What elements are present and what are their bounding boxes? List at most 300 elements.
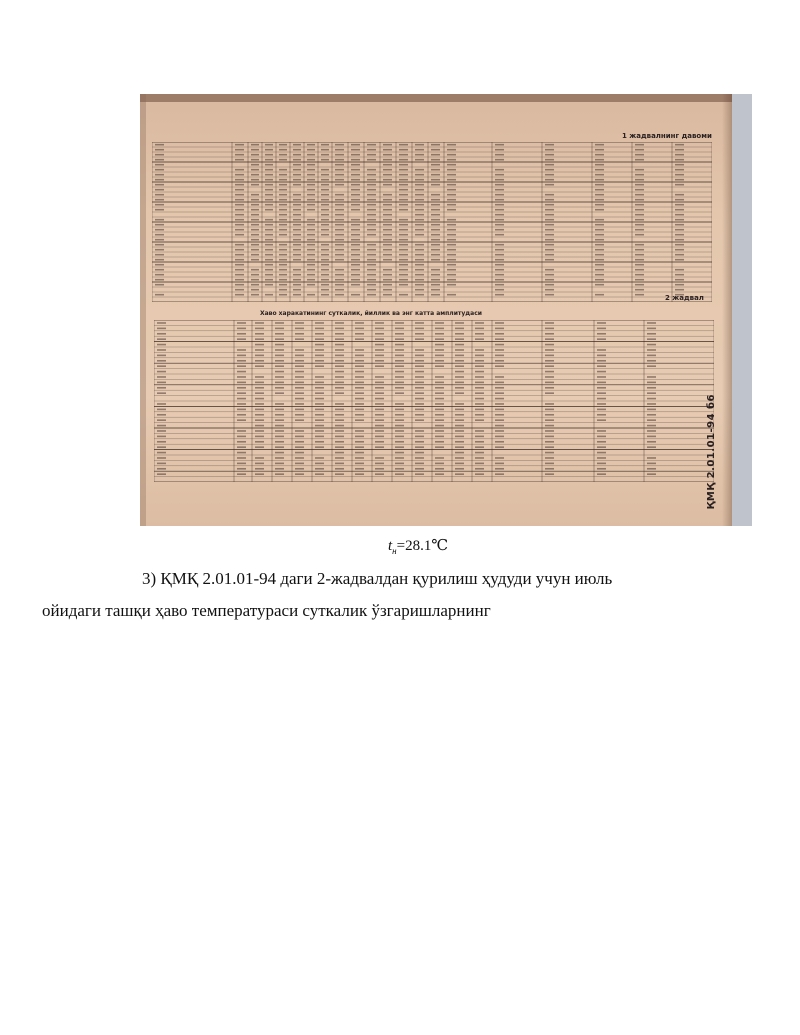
printed-figure xyxy=(155,164,164,166)
printed-figure xyxy=(383,149,392,151)
printed-figure xyxy=(415,194,424,196)
printed-figure xyxy=(495,328,504,330)
printed-figure xyxy=(635,269,644,271)
printed-figure xyxy=(375,338,384,340)
printed-figure xyxy=(447,169,456,171)
printed-figure xyxy=(545,269,554,271)
printed-figure xyxy=(383,254,392,256)
printed-figure xyxy=(351,194,360,196)
printed-figure xyxy=(595,244,604,246)
printed-figure xyxy=(351,244,360,246)
printed-figure xyxy=(351,229,360,231)
printed-figure xyxy=(275,473,284,475)
printed-figure xyxy=(383,294,392,296)
printed-figure xyxy=(647,463,656,465)
printed-figure xyxy=(475,409,484,411)
printed-figure xyxy=(293,214,301,216)
printed-figure xyxy=(431,224,440,226)
printed-figure xyxy=(157,446,166,448)
printed-figure xyxy=(235,264,244,266)
printed-figure xyxy=(597,376,606,378)
printed-figure xyxy=(351,274,360,276)
printed-figure xyxy=(315,376,324,378)
printed-figure xyxy=(375,473,384,475)
printed-figure xyxy=(383,274,392,276)
printed-figure xyxy=(475,398,484,400)
printed-figure xyxy=(431,279,440,281)
printed-figure xyxy=(545,194,554,196)
printed-figure xyxy=(495,414,504,416)
printed-figure xyxy=(415,259,424,261)
printed-figure xyxy=(431,259,440,261)
printed-figure xyxy=(647,382,656,384)
printed-figure xyxy=(315,338,324,340)
printed-figure xyxy=(351,184,360,186)
printed-figure xyxy=(251,149,259,151)
printed-figure xyxy=(367,159,376,161)
printed-figure xyxy=(495,457,504,459)
printed-figure xyxy=(597,457,606,459)
printed-figure xyxy=(307,239,315,241)
printed-figure xyxy=(293,249,301,251)
printed-figure xyxy=(675,234,684,236)
printed-figure xyxy=(455,441,464,443)
printed-figure xyxy=(279,219,287,221)
printed-figure xyxy=(265,249,273,251)
printed-figure xyxy=(255,457,264,459)
printed-figure xyxy=(351,204,360,206)
printed-figure xyxy=(255,344,264,346)
printed-figure xyxy=(447,254,456,256)
printed-figure xyxy=(335,322,344,324)
printed-figure xyxy=(251,199,259,201)
printed-figure xyxy=(475,452,484,454)
printed-figure xyxy=(375,409,384,411)
printed-figure xyxy=(355,360,364,362)
printed-figure xyxy=(335,468,344,470)
printed-figure xyxy=(383,214,392,216)
printed-figure xyxy=(275,446,284,448)
printed-figure xyxy=(235,159,244,161)
printed-figure xyxy=(251,209,259,211)
printed-figure xyxy=(431,154,440,156)
printed-figure xyxy=(415,264,424,266)
table2-number: 2 жадвал xyxy=(665,294,704,302)
printed-figure xyxy=(293,279,301,281)
printed-figure xyxy=(455,392,464,394)
printed-figure xyxy=(375,430,384,432)
printed-figure xyxy=(375,419,384,421)
printed-figure xyxy=(545,229,554,231)
printed-figure xyxy=(251,219,259,221)
printed-figure xyxy=(383,159,392,161)
printed-figure xyxy=(635,204,644,206)
printed-figure xyxy=(395,338,404,340)
printed-figure xyxy=(399,279,408,281)
printed-figure xyxy=(435,446,444,448)
printed-figure xyxy=(447,154,456,156)
printed-figure xyxy=(447,259,456,261)
printed-figure xyxy=(155,249,164,251)
printed-figure xyxy=(475,414,484,416)
printed-figure xyxy=(395,430,404,432)
printed-figure xyxy=(647,425,656,427)
printed-figure xyxy=(495,409,504,411)
printed-figure xyxy=(431,214,440,216)
printed-figure xyxy=(545,322,554,324)
printed-figure xyxy=(545,425,554,427)
printed-figure xyxy=(495,219,504,221)
printed-figure xyxy=(675,254,684,256)
printed-figure xyxy=(595,279,604,281)
printed-figure xyxy=(155,239,164,241)
printed-figure xyxy=(647,338,656,340)
printed-figure xyxy=(235,244,244,246)
printed-figure xyxy=(295,430,304,432)
printed-figure xyxy=(307,254,315,256)
printed-figure xyxy=(415,355,424,357)
printed-figure xyxy=(351,259,360,261)
printed-figure xyxy=(279,244,287,246)
printed-figure xyxy=(675,149,684,151)
printed-figure xyxy=(415,219,424,221)
printed-figure xyxy=(237,441,246,443)
printed-figure xyxy=(335,284,344,286)
printed-figure xyxy=(279,289,287,291)
printed-figure xyxy=(351,269,360,271)
printed-figure xyxy=(295,392,304,394)
printed-figure xyxy=(635,274,644,276)
printed-figure xyxy=(237,338,246,340)
printed-figure xyxy=(383,249,392,251)
printed-figure xyxy=(495,425,504,427)
printed-figure xyxy=(335,392,344,394)
printed-figure xyxy=(545,355,554,357)
printed-figure xyxy=(675,174,684,176)
printed-figure xyxy=(275,382,284,384)
printed-figure xyxy=(255,441,264,443)
printed-figure xyxy=(255,403,264,405)
printed-figure xyxy=(265,154,273,156)
printed-figure xyxy=(435,365,444,367)
printed-figure xyxy=(155,259,164,261)
printed-figure xyxy=(293,169,301,171)
printed-figure xyxy=(237,392,246,394)
printed-figure xyxy=(447,249,456,251)
printed-figure xyxy=(447,229,456,231)
printed-figure xyxy=(335,452,344,454)
printed-figure xyxy=(415,249,424,251)
printed-figure xyxy=(647,392,656,394)
printed-figure xyxy=(415,387,424,389)
printed-figure xyxy=(431,284,440,286)
printed-figure xyxy=(475,446,484,448)
printed-figure xyxy=(635,189,644,191)
printed-figure xyxy=(595,154,604,156)
printed-figure xyxy=(455,365,464,367)
printed-figure xyxy=(475,360,484,362)
printed-figure xyxy=(351,279,360,281)
printed-figure xyxy=(395,355,404,357)
printed-figure xyxy=(399,269,408,271)
printed-figure xyxy=(383,244,392,246)
printed-figure xyxy=(447,284,456,286)
printed-figure xyxy=(279,234,287,236)
printed-figure xyxy=(279,264,287,266)
printed-figure xyxy=(375,355,384,357)
printed-figure xyxy=(399,264,408,266)
printed-figure xyxy=(375,382,384,384)
printed-figure xyxy=(447,209,456,211)
printed-figure xyxy=(293,154,301,156)
printed-figure xyxy=(293,284,301,286)
printed-figure xyxy=(635,209,644,211)
printed-figure xyxy=(435,355,444,357)
printed-figure xyxy=(495,144,504,146)
printed-figure xyxy=(155,279,164,281)
printed-figure xyxy=(545,224,554,226)
printed-figure xyxy=(475,349,484,351)
printed-figure xyxy=(495,284,504,286)
printed-figure xyxy=(367,274,376,276)
printed-figure xyxy=(255,430,264,432)
printed-figure xyxy=(321,269,329,271)
printed-figure xyxy=(307,194,315,196)
printed-figure xyxy=(155,264,164,266)
printed-figure xyxy=(235,254,244,256)
printed-figure xyxy=(335,414,344,416)
printed-figure xyxy=(475,322,484,324)
printed-figure xyxy=(675,154,684,156)
printed-figure xyxy=(321,194,329,196)
printed-figure xyxy=(155,274,164,276)
printed-figure xyxy=(293,174,301,176)
printed-figure xyxy=(415,254,424,256)
printed-figure xyxy=(399,174,408,176)
printed-figure xyxy=(597,414,606,416)
printed-figure xyxy=(545,179,554,181)
printed-figure xyxy=(321,249,329,251)
printed-figure xyxy=(455,328,464,330)
printed-figure xyxy=(367,204,376,206)
printed-figure xyxy=(635,249,644,251)
printed-figure xyxy=(435,322,444,324)
printed-figure xyxy=(495,441,504,443)
printed-figure xyxy=(293,274,301,276)
printed-figure xyxy=(675,204,684,206)
printed-figure xyxy=(415,244,424,246)
printed-figure xyxy=(157,468,166,470)
printed-figure xyxy=(495,376,504,378)
printed-figure xyxy=(315,360,324,362)
printed-figure xyxy=(635,244,644,246)
printed-figure xyxy=(321,209,329,211)
printed-figure xyxy=(235,169,244,171)
table2-grid xyxy=(154,320,714,482)
printed-figure xyxy=(295,387,304,389)
printed-figure xyxy=(495,189,504,191)
printed-figure xyxy=(375,403,384,405)
printed-figure xyxy=(545,249,554,251)
printed-figure xyxy=(295,452,304,454)
printed-figure xyxy=(675,279,684,281)
printed-figure xyxy=(399,274,408,276)
printed-figure xyxy=(235,219,244,221)
printed-figure xyxy=(415,289,424,291)
printed-figure xyxy=(595,269,604,271)
printed-figure xyxy=(675,164,684,166)
printed-figure xyxy=(475,436,484,438)
printed-figure xyxy=(495,259,504,261)
printed-figure xyxy=(431,254,440,256)
printed-figure xyxy=(383,239,392,241)
printed-figure xyxy=(351,239,360,241)
printed-figure xyxy=(395,360,404,362)
printed-figure xyxy=(237,387,246,389)
printed-figure xyxy=(375,463,384,465)
printed-figure xyxy=(545,274,554,276)
printed-figure xyxy=(235,179,244,181)
printed-figure xyxy=(157,328,166,330)
printed-figure xyxy=(157,355,166,357)
printed-figure xyxy=(545,154,554,156)
printed-figure xyxy=(431,269,440,271)
printed-figure xyxy=(399,234,408,236)
printed-figure xyxy=(355,349,364,351)
printed-figure xyxy=(447,234,456,236)
printed-figure xyxy=(545,452,554,454)
printed-figure xyxy=(335,254,344,256)
printed-figure xyxy=(321,294,329,296)
printed-figure xyxy=(265,219,273,221)
printed-figure xyxy=(155,194,164,196)
printed-figure xyxy=(295,328,304,330)
printed-figure xyxy=(395,414,404,416)
printed-figure xyxy=(415,204,424,206)
printed-figure xyxy=(351,224,360,226)
printed-figure xyxy=(415,338,424,340)
printed-figure xyxy=(595,294,604,296)
printed-figure xyxy=(597,328,606,330)
printed-figure xyxy=(265,159,273,161)
printed-figure xyxy=(355,430,364,432)
printed-figure xyxy=(435,360,444,362)
printed-figure xyxy=(455,360,464,362)
printed-figure xyxy=(295,414,304,416)
printed-figure xyxy=(157,360,166,362)
printed-figure xyxy=(545,234,554,236)
printed-figure xyxy=(157,414,166,416)
printed-figure xyxy=(415,446,424,448)
printed-figure xyxy=(395,457,404,459)
printed-figure xyxy=(383,284,392,286)
printed-figure xyxy=(675,229,684,231)
printed-figure xyxy=(251,234,259,236)
printed-figure xyxy=(367,194,376,196)
printed-figure xyxy=(335,279,344,281)
printed-figure xyxy=(395,419,404,421)
printed-figure xyxy=(367,264,376,266)
printed-figure xyxy=(237,355,246,357)
printed-figure xyxy=(595,184,604,186)
printed-figure xyxy=(335,229,344,231)
printed-figure xyxy=(275,457,284,459)
printed-figure xyxy=(545,209,554,211)
printed-figure xyxy=(545,164,554,166)
printed-figure xyxy=(307,179,315,181)
printed-figure xyxy=(335,441,344,443)
printed-figure xyxy=(435,425,444,427)
printed-figure xyxy=(367,209,376,211)
printed-figure xyxy=(415,328,424,330)
printed-figure xyxy=(415,322,424,324)
printed-figure xyxy=(367,189,376,191)
printed-figure xyxy=(375,328,384,330)
printed-figure xyxy=(395,403,404,405)
printed-figure xyxy=(351,264,360,266)
printed-figure xyxy=(475,441,484,443)
printed-figure xyxy=(255,473,264,475)
printed-figure xyxy=(435,409,444,411)
printed-figure xyxy=(321,214,329,216)
printed-figure xyxy=(545,414,554,416)
printed-figure xyxy=(415,154,424,156)
printed-figure xyxy=(237,403,246,405)
printed-figure xyxy=(597,349,606,351)
printed-figure xyxy=(375,392,384,394)
printed-figure xyxy=(447,224,456,226)
printed-figure xyxy=(335,333,344,335)
printed-figure xyxy=(367,249,376,251)
printed-figure xyxy=(545,333,554,335)
printed-figure xyxy=(595,164,604,166)
printed-figure xyxy=(395,371,404,373)
printed-figure xyxy=(545,244,554,246)
printed-figure xyxy=(235,259,244,261)
printed-figure xyxy=(455,425,464,427)
printed-figure xyxy=(647,333,656,335)
printed-figure xyxy=(335,425,344,427)
printed-figure xyxy=(237,446,246,448)
printed-figure xyxy=(399,254,408,256)
printed-figure xyxy=(307,264,315,266)
printed-figure xyxy=(293,219,301,221)
printed-figure xyxy=(647,457,656,459)
printed-figure xyxy=(275,430,284,432)
printed-figure xyxy=(307,174,315,176)
printed-figure xyxy=(335,349,344,351)
printed-figure xyxy=(545,294,554,296)
printed-figure xyxy=(155,209,164,211)
printed-figure xyxy=(235,199,244,201)
printed-figure xyxy=(545,144,554,146)
printed-figure xyxy=(495,403,504,405)
printed-figure xyxy=(495,149,504,151)
printed-figure xyxy=(367,284,376,286)
printed-figure xyxy=(375,457,384,459)
printed-figure xyxy=(495,463,504,465)
printed-figure xyxy=(155,174,164,176)
printed-figure xyxy=(545,338,554,340)
printed-figure xyxy=(307,259,315,261)
printed-figure xyxy=(595,204,604,206)
printed-figure xyxy=(315,463,324,465)
printed-figure xyxy=(335,174,344,176)
printed-figure xyxy=(279,249,287,251)
printed-figure xyxy=(367,254,376,256)
printed-figure xyxy=(295,446,304,448)
printed-figure xyxy=(455,419,464,421)
